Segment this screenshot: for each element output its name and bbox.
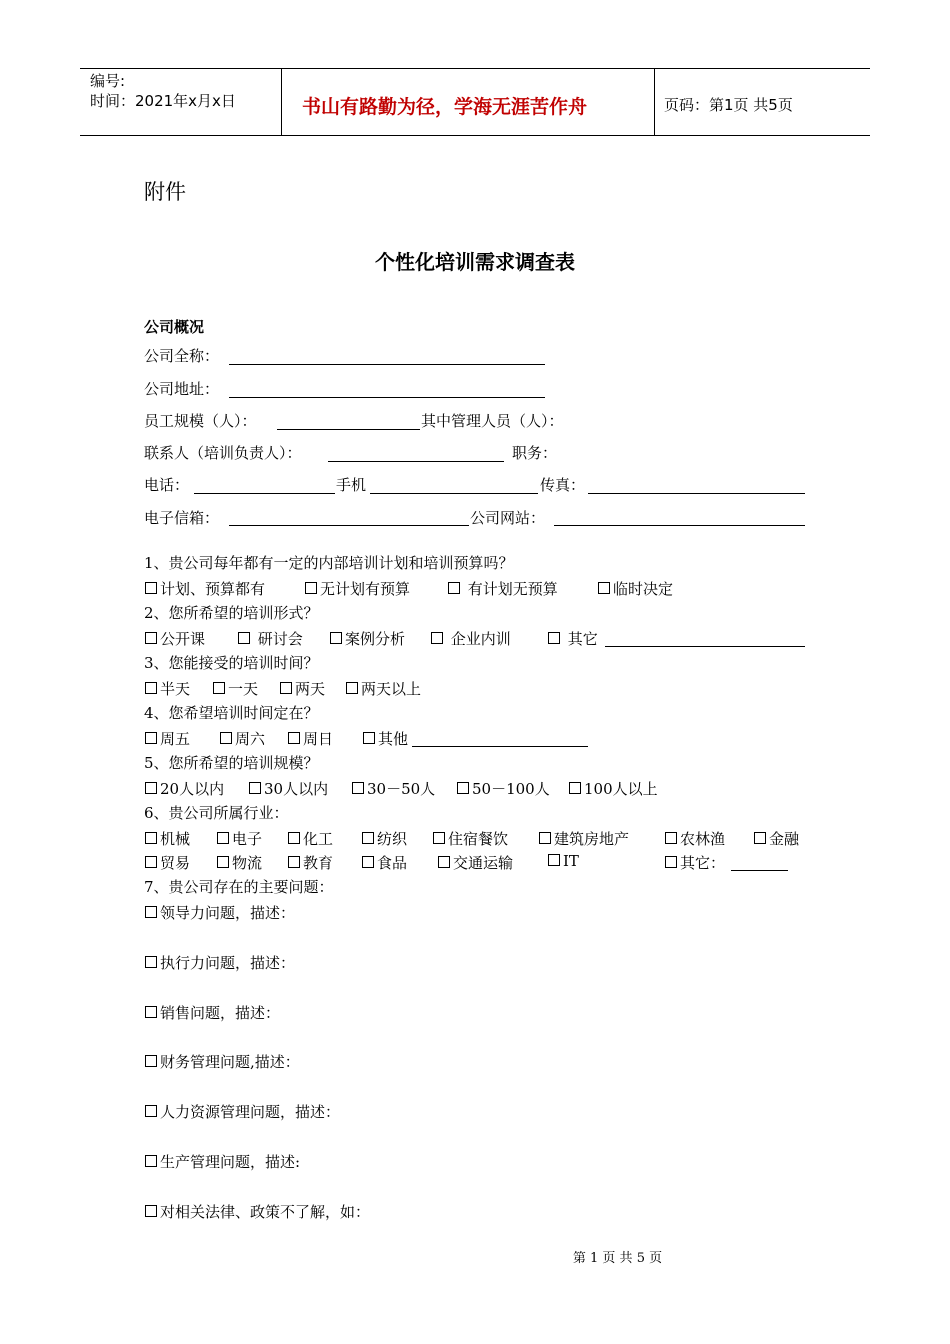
checkbox-icon xyxy=(433,832,445,844)
q5-option-2[interactable]: 30人以内 xyxy=(249,778,328,799)
checkbox-icon xyxy=(448,582,460,594)
contact-field[interactable] xyxy=(328,461,504,462)
q6-option-15[interactable]: 其它： xyxy=(665,852,725,873)
q6-option-6[interactable]: 建筑房地产 xyxy=(539,828,629,849)
checkbox-icon xyxy=(145,856,157,868)
checkbox-icon xyxy=(220,732,232,744)
checkbox-icon xyxy=(362,856,374,868)
question-7: 7、贵公司存在的主要问题： xyxy=(144,878,334,896)
checkbox-icon xyxy=(352,782,364,794)
staff-field[interactable] xyxy=(277,429,420,430)
q5-option-4[interactable]: 50－100人 xyxy=(457,778,550,799)
q2-option-2[interactable]: 研讨会 xyxy=(238,628,303,649)
checkbox-icon xyxy=(145,782,157,794)
managers-label: 其中管理人员（人）： xyxy=(421,412,564,430)
q6-option-11[interactable]: 教育 xyxy=(288,852,333,873)
header-bottom-rule xyxy=(80,135,870,136)
checkbox-icon xyxy=(569,782,581,794)
q6-option-5[interactable]: 住宿餐饮 xyxy=(433,828,508,849)
header-top-rule xyxy=(80,68,870,69)
q2-option-1[interactable]: 公开课 xyxy=(145,628,205,649)
phone-field[interactable] xyxy=(194,493,335,494)
q6-option-2[interactable]: 电子 xyxy=(217,828,262,849)
email-label: 电子信箱： xyxy=(144,509,220,527)
header-motto: 书山有路勤为径，学海无涯苦作舟 xyxy=(302,96,588,118)
checkbox-icon xyxy=(145,1205,157,1217)
checkbox-icon xyxy=(330,632,342,644)
checkbox-icon xyxy=(145,632,157,644)
header-divider-2 xyxy=(654,68,655,136)
q2-other-field[interactable] xyxy=(605,646,805,647)
checkbox-icon xyxy=(665,856,677,868)
checkbox-icon xyxy=(431,632,443,644)
checkbox-icon xyxy=(145,1055,157,1067)
checkbox-icon xyxy=(145,1105,157,1117)
checkbox-icon xyxy=(754,832,766,844)
checkbox-icon xyxy=(363,732,375,744)
annex-label: 附件 xyxy=(144,180,186,204)
question-5: 5、您所希望的培训规模？ xyxy=(144,754,319,772)
full-name-label: 公司全称： xyxy=(144,347,220,365)
checkbox-icon xyxy=(145,1006,157,1018)
q4-option-2[interactable]: 周六 xyxy=(220,728,265,749)
checkbox-icon xyxy=(548,632,560,644)
address-label: 公司地址： xyxy=(144,380,220,398)
header-page-info: 页码：第1页 共5页 xyxy=(664,96,793,114)
checkbox-icon xyxy=(145,732,157,744)
q6-option-9[interactable]: 贸易 xyxy=(145,852,190,873)
checkbox-icon xyxy=(249,782,261,794)
checkbox-icon xyxy=(665,832,677,844)
q1-option-3[interactable]: 有计划无预算 xyxy=(448,578,558,599)
q5-option-3[interactable]: 30－50人 xyxy=(352,778,435,799)
question-3: 3、您能接受的培训时间？ xyxy=(144,654,319,672)
q2-option-5[interactable]: 其它 xyxy=(548,628,598,649)
full-name-field[interactable] xyxy=(229,364,545,365)
question-2: 2、您所希望的培训形式？ xyxy=(144,604,319,622)
q3-option-1[interactable]: 半天 xyxy=(145,678,190,699)
checkbox-icon xyxy=(288,732,300,744)
q7-option-5[interactable]: 人力资源管理问题，描述： xyxy=(145,1101,340,1122)
mobile-label: 手机 xyxy=(336,476,367,494)
q7-option-4[interactable]: 财务管理问题,描述： xyxy=(145,1051,300,1072)
page-title: 个性化培训需求调查表 xyxy=(375,250,575,274)
checkbox-icon xyxy=(217,832,229,844)
q3-option-4[interactable]: 两天以上 xyxy=(346,678,421,699)
q5-option-1[interactable]: 20人以内 xyxy=(145,778,224,799)
fax-label: 传真： xyxy=(540,476,586,494)
q6-option-13[interactable]: 交通运输 xyxy=(438,852,513,873)
q4-option-3[interactable]: 周日 xyxy=(288,728,333,749)
checkbox-icon xyxy=(217,856,229,868)
q7-option-2[interactable]: 执行力问题，描述： xyxy=(145,952,295,973)
page-footer: 第 1 页 共 5 页 xyxy=(572,1251,663,1266)
q4-option-1[interactable]: 周五 xyxy=(145,728,190,749)
header-number-label: 编号: xyxy=(90,72,126,90)
q7-option-6[interactable]: 生产管理问题，描述: xyxy=(145,1151,300,1172)
checkbox-icon xyxy=(213,682,225,694)
checkbox-icon xyxy=(598,582,610,594)
q6-option-14[interactable]: IT xyxy=(548,852,579,870)
q1-option-4[interactable]: 临时决定 xyxy=(598,578,673,599)
q2-option-3[interactable]: 案例分析 xyxy=(330,628,405,649)
checkbox-icon xyxy=(539,832,551,844)
checkbox-icon xyxy=(280,682,292,694)
email-field[interactable] xyxy=(229,525,469,526)
q3-option-2[interactable]: 一天 xyxy=(213,678,258,699)
checkbox-icon xyxy=(346,682,358,694)
checkbox-icon xyxy=(548,854,560,866)
q6-other-field[interactable] xyxy=(731,870,788,871)
q3-option-3[interactable]: 两天 xyxy=(280,678,325,699)
header-date-label: 时间：2021年x月x日 xyxy=(90,92,236,110)
address-field[interactable] xyxy=(229,397,545,398)
question-6: 6、贵公司所属行业： xyxy=(144,804,289,822)
checkbox-icon xyxy=(238,632,250,644)
checkbox-icon xyxy=(438,856,450,868)
q1-option-2[interactable]: 无计划有预算 xyxy=(305,578,410,599)
q6-option-8[interactable]: 金融 xyxy=(754,828,799,849)
checkbox-icon xyxy=(145,682,157,694)
q5-option-5[interactable]: 100人以上 xyxy=(569,778,658,799)
q7-option-7[interactable]: 对相关法律、政策不了解，如： xyxy=(145,1201,370,1222)
checkbox-icon xyxy=(305,582,317,594)
position-label: 职务： xyxy=(512,444,558,462)
q4-option-4[interactable]: 其他 xyxy=(363,728,408,749)
checkbox-icon xyxy=(145,956,157,968)
question-1: 1、贵公司每年都有一定的内部培训计划和培训预算吗？ xyxy=(144,554,514,572)
fax-field[interactable] xyxy=(588,493,805,494)
q1-option-1[interactable]: 计划、预算都有 xyxy=(145,578,265,599)
staff-label: 员工规模（人）： xyxy=(144,412,257,430)
q6-option-12[interactable]: 食品 xyxy=(362,852,407,873)
q2-option-4[interactable]: 企业内训 xyxy=(431,628,511,649)
checkbox-icon xyxy=(457,782,469,794)
checkbox-icon xyxy=(288,832,300,844)
header-divider-1 xyxy=(281,68,282,136)
q4-other-field[interactable] xyxy=(412,746,588,747)
phone-label: 电话： xyxy=(144,476,190,494)
checkbox-icon xyxy=(145,1155,157,1167)
question-4: 4、您希望培训时间定在？ xyxy=(144,704,319,722)
q6-option-10[interactable]: 物流 xyxy=(217,852,262,873)
q7-option-3[interactable]: 销售问题，描述： xyxy=(145,1002,280,1023)
checkbox-icon xyxy=(362,832,374,844)
checkbox-icon xyxy=(288,856,300,868)
mobile-field[interactable] xyxy=(370,493,538,494)
q6-option-7[interactable]: 农林渔 xyxy=(665,828,725,849)
q6-option-4[interactable]: 纺织 xyxy=(362,828,407,849)
contact-label: 联系人（培训负责人）： xyxy=(144,444,302,462)
q7-option-1[interactable]: 领导力问题，描述： xyxy=(145,902,295,923)
website-label: 公司网站： xyxy=(470,509,546,527)
checkbox-icon xyxy=(145,832,157,844)
checkbox-icon xyxy=(145,906,157,918)
website-field[interactable] xyxy=(554,525,805,526)
checkbox-icon xyxy=(145,582,157,594)
q6-option-3[interactable]: 化工 xyxy=(288,828,333,849)
section-company-overview: 公司概况 xyxy=(144,318,205,336)
q6-option-1[interactable]: 机械 xyxy=(145,828,190,849)
